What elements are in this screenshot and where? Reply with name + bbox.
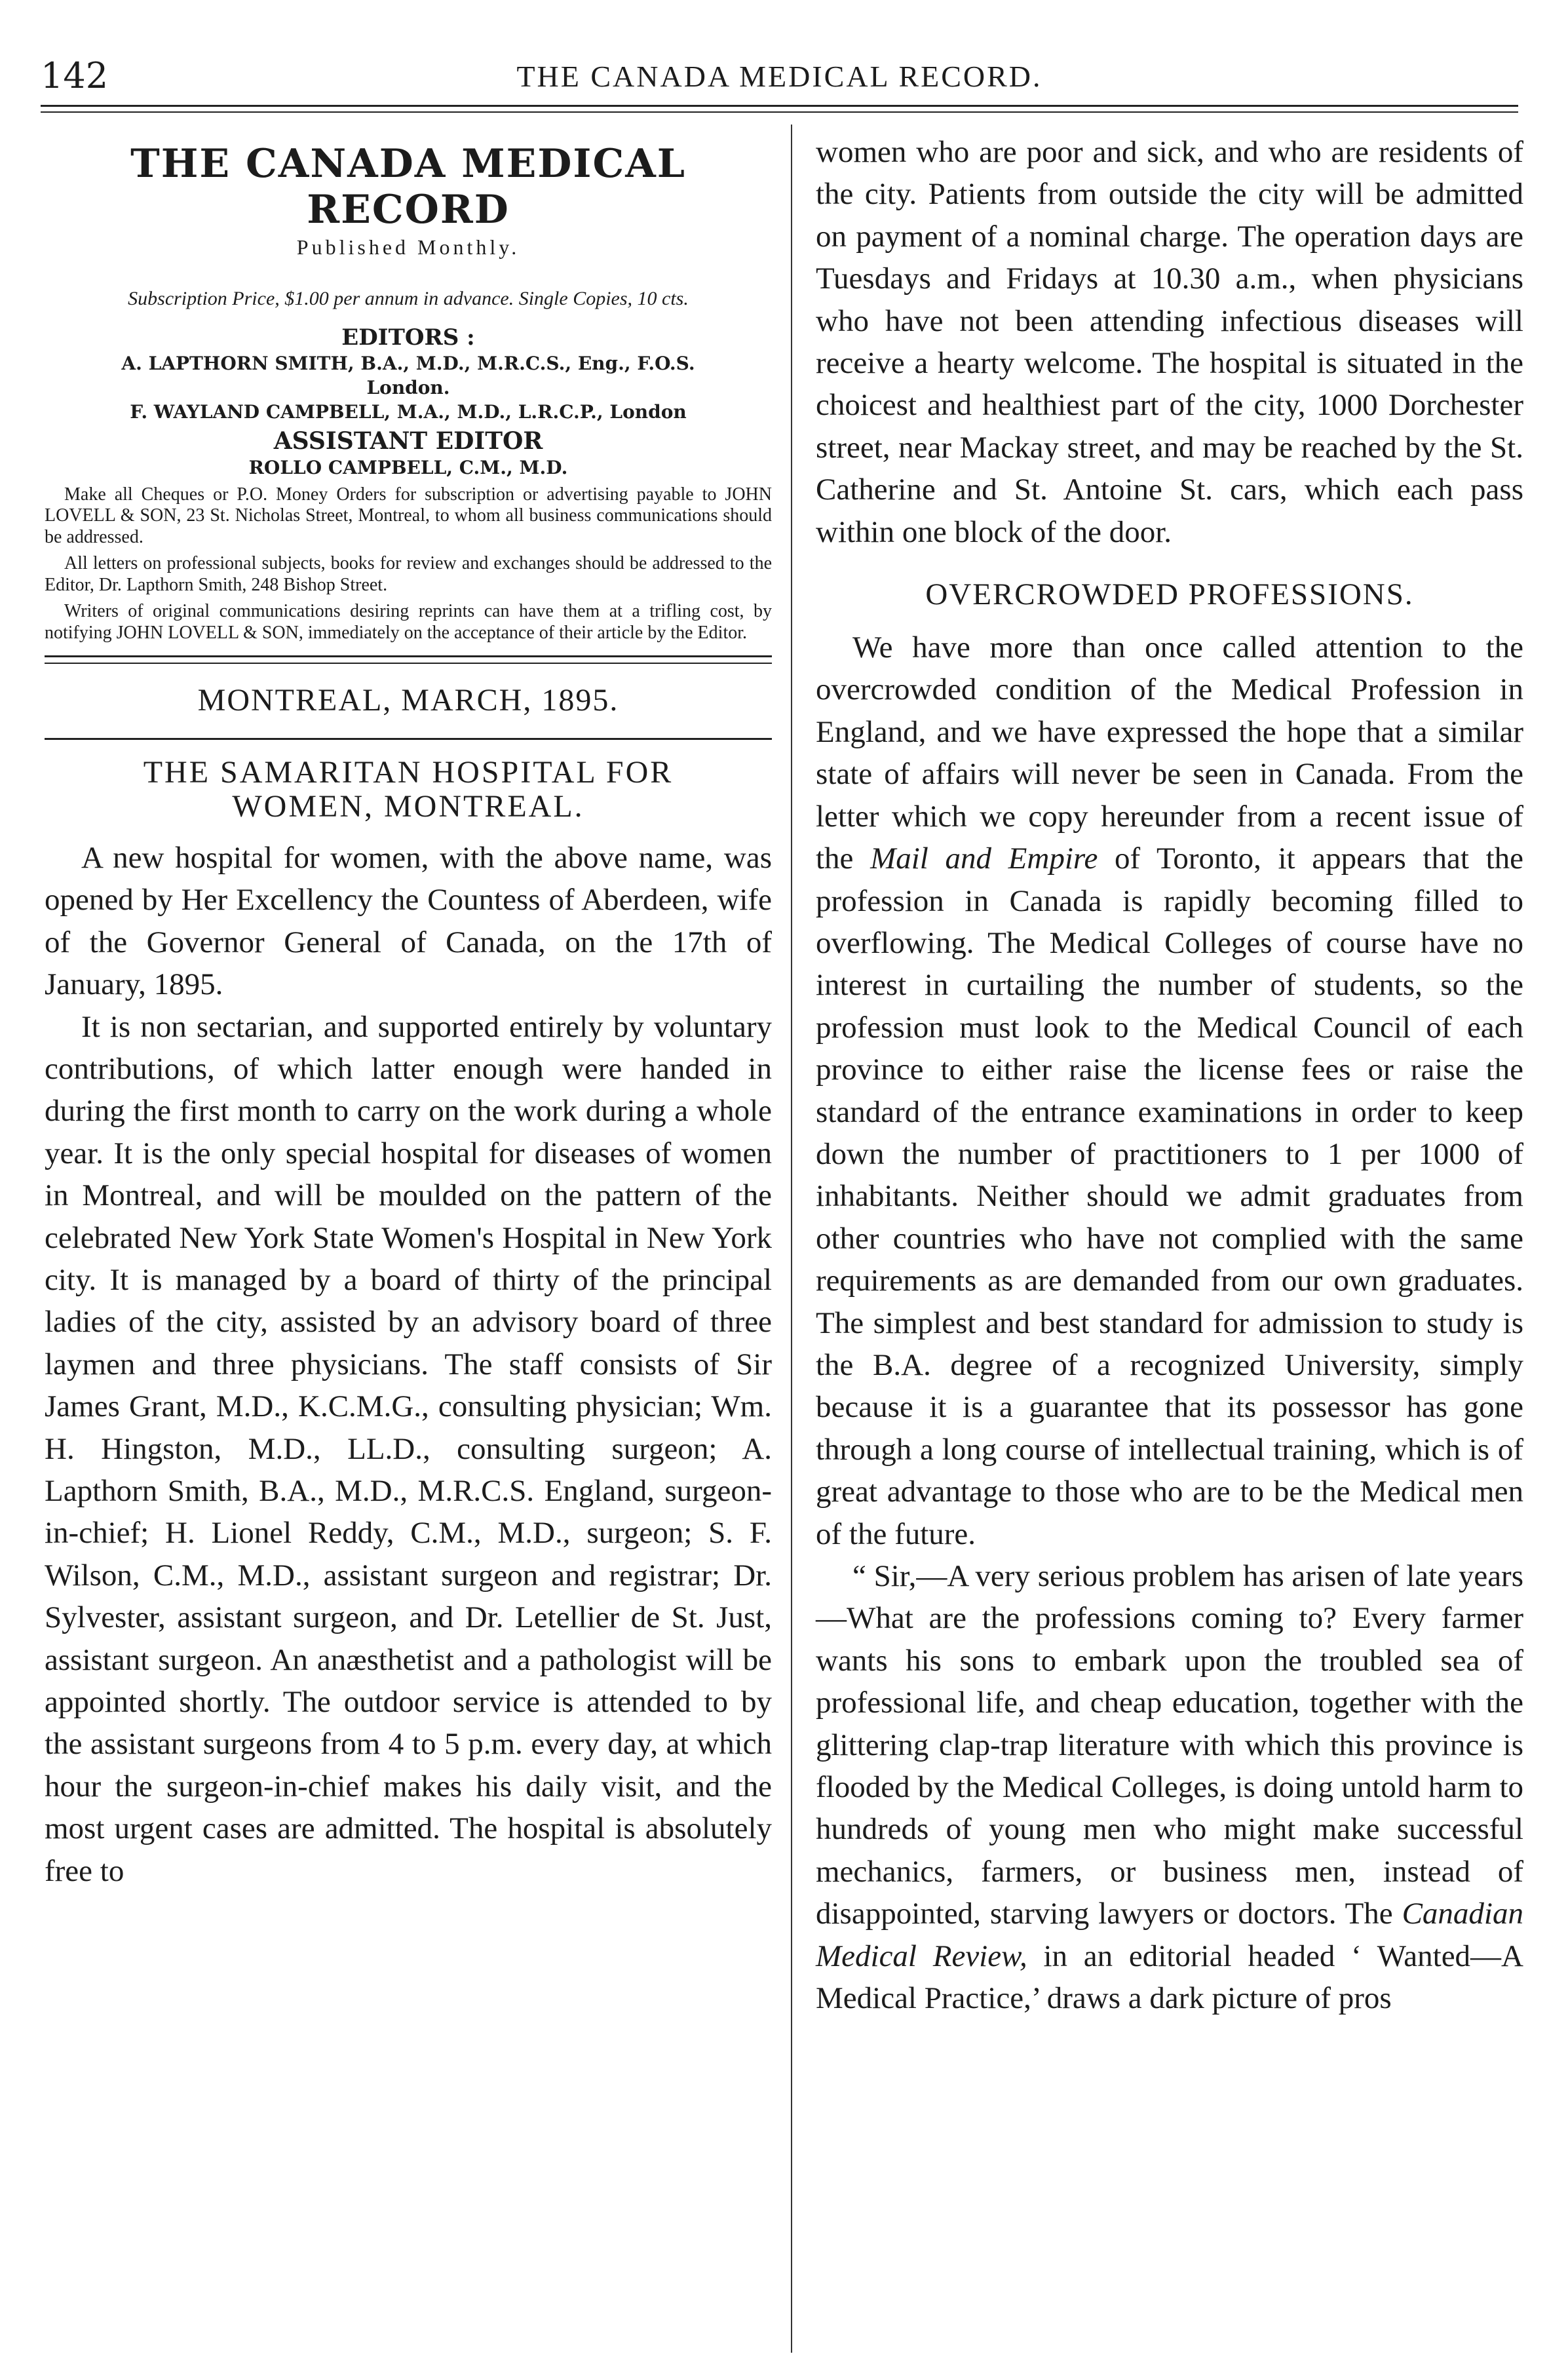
- page-number: 142: [41, 55, 109, 96]
- overcrowded-p1-text-a: We have more than once called attention to the overcrowded condition of the Medical Profession in England, and we have expressed the hope that a similar state of affairs will never be seen in Canada. From the letter which we copy hereunder from a recent issue of the: [816, 630, 1523, 876]
- overcrowded-paragraph-2: [816, 1555, 1523, 2019]
- header-rule: [41, 105, 1518, 107]
- right-column: [816, 131, 1523, 2019]
- issue-dateline: MONTREAL, MARCH, 1895.: [197, 683, 619, 718]
- overcrowded-p1-text-b: of Toronto, it appears that the profession in Canada is rapidly becoming filled to overflowing. The Medical Colleges of course have no interest in curtailing the number of students, so the profession must look to the Medical Council of each province to either raise the license fees or raise the standard of the entrance examinations in order to keep down the number of practitioners to 1 per 1000 of inhabitants. Neither should we admit graduates from other countries who have not complied with the same requirements as are demanded from our own graduates. The simplest and best standard for admission to study is the B.A. degree of a recognized University, simply because it is a guarantee that its possessor has gone through a long course of intellectual training, which is of great advantage to those who are to be the Medical men of the future.: [816, 841, 1524, 1551]
- notice-reprints: Writers of original communications desiring reprints can have them at a trifling cost, by notifying JOHN LOVELL & SON, immediately on the acceptance of their article by the Editor.: [45, 601, 772, 643]
- editors-heading: EDITORS :: [341, 324, 475, 351]
- left-column: [45, 131, 772, 1892]
- running-title: THE CANADA MEDICAL RECORD.: [516, 60, 1042, 93]
- article-title-samaritan: [45, 756, 772, 824]
- notice-payments: Make all Cheques or P.O. Money Orders for subscription or advertising payable to JOHN LOVELL & SON, 23 St. Nicholas Street, Montreal, to whom all business communications should be addressed.: [45, 484, 772, 547]
- assistant-editor-heading: ASSISTANT EDITOR: [273, 427, 543, 455]
- samaritan-paragraph-2: It is non sectarian, and supported entirely by voluntary contributions, of which latter enough were handed in during the first month to carry on the work during a whole year. It is the only special hospital for diseases of women in Montreal, and will be moulded on the pattern of the celebrated New York State Women's Hospital in New York city. It is managed by a board of thirty of the principal ladies of the city, assisted by an advisory board of three laymen and three physicians. The staff consists of Sir James Grant, M.D., K.C.M.G., consulting physician; Wm. H. Hingston, M.D., LL.D., consulting surgeon; A. Lapthorn Smith, B.A., M.D., M.R.C.S. England, surgeon-in-chief; H. Lionel Reddy, C.M., M.D., surgeon; S. F. Wilson, C.M., M.D., assistant surgeon and registrar; Dr. Sylvester, assistant surgeon, and Dr. Letellier de St. Just, assistant surgeon. An anæsthetist and a pathologist will be appointed shortly. The outdoor service is attended to by the assistant surgeons from 4 to 5 p.m. every day, at which hour the surgeon-in-chief makes his daily visit, and the most urgent cases are admitted. The hospital is absolutely free to: [45, 1009, 772, 1888]
- samaritan-paragraph-1: A new hospital for women, with the above name, was opened by Her Excellency the Countess of Aberdeen, wife of the Governor General of Canada, on the 17th of January, 1895.: [45, 840, 772, 1002]
- masthead-rule-secondary: [45, 663, 772, 664]
- masthead-rule: [45, 655, 772, 657]
- masthead-title: THE CANADA MEDICAL RECORD: [130, 141, 686, 233]
- notice-letters: All letters on professional subjects, books for review and exchanges should be addressed to the Editor, Dr. Lapthorn Smith, 248 Bishop Street.: [45, 553, 772, 595]
- overcrowded-p2-text-b: in an editorial headed ‘ Wanted—A Medical Practice,’ draws a dark picture of pros: [816, 1939, 1524, 2016]
- subscription-price: Subscription Price, $1.00 per annum in advance. Single Copies, 10 cts.: [128, 288, 689, 309]
- assistant-editor: ROLLO CAMPBELL, C.M., M.D.: [248, 457, 568, 478]
- article-title-line-1: THE SAMARITAN HOSPITAL FOR: [143, 755, 674, 790]
- samaritan-paragraph-3: women who are poor and sick, and who are residents of the city. Patients from outside the city will be admitted on payment of a nominal charge. The operation days are Tuesdays and Fridays at 10.30 a.m., when physicians who have not been attending infectious diseases will receive a hearty welcome. The hospital is situated in the choicest and healthiest part of the city, 1000 Dorchester street, near Mackay street, and may be reached by the St. Catherine and St. Antoine St. cars, which each pass within one block of the door.: [816, 135, 1523, 549]
- published-monthly: Published Monthly.: [296, 235, 520, 259]
- mail-and-empire-title: Mail and Empire: [870, 841, 1098, 876]
- column-divider: [791, 125, 792, 2353]
- editor-2: F. WAYLAND CAMPBELL, M.A., M.D., L.R.C.P., London: [130, 401, 687, 423]
- editor-1-line-1: A. LAPTHORN SMITH, B.A., M.D., M.R.C.S., Eng., F.O.S.: [121, 353, 695, 374]
- dateline-rule: [45, 738, 772, 740]
- overcrowded-p2-text-a: “ Sir,—A very serious problem has arisen of late years—What are the professions coming to? Every farmer wants his sons to embark upon the troubled sea of professional life, and cheap education, together with the glittering clap-trap literature with which this province is flooded by the Medical Colleges, is doing untold harm to hundreds of young men who might make successful mechanics, farmers, or business men, instead of disappointed, starving lawyers or doctors. The: [816, 1559, 1523, 1931]
- page-header: [41, 38, 1518, 104]
- overcrowded-paragraph-1: [816, 627, 1523, 1555]
- editor-1-line-2: London.: [366, 377, 450, 398]
- header-rule-secondary: [41, 111, 1518, 113]
- article-title-overcrowded: OVERCROWDED PROFESSIONS.: [925, 577, 1414, 612]
- canadian-medical-review-title: Canadian Medical Review,: [816, 1897, 1523, 1973]
- article-title-line-2: WOMEN, MONTREAL.: [232, 789, 584, 824]
